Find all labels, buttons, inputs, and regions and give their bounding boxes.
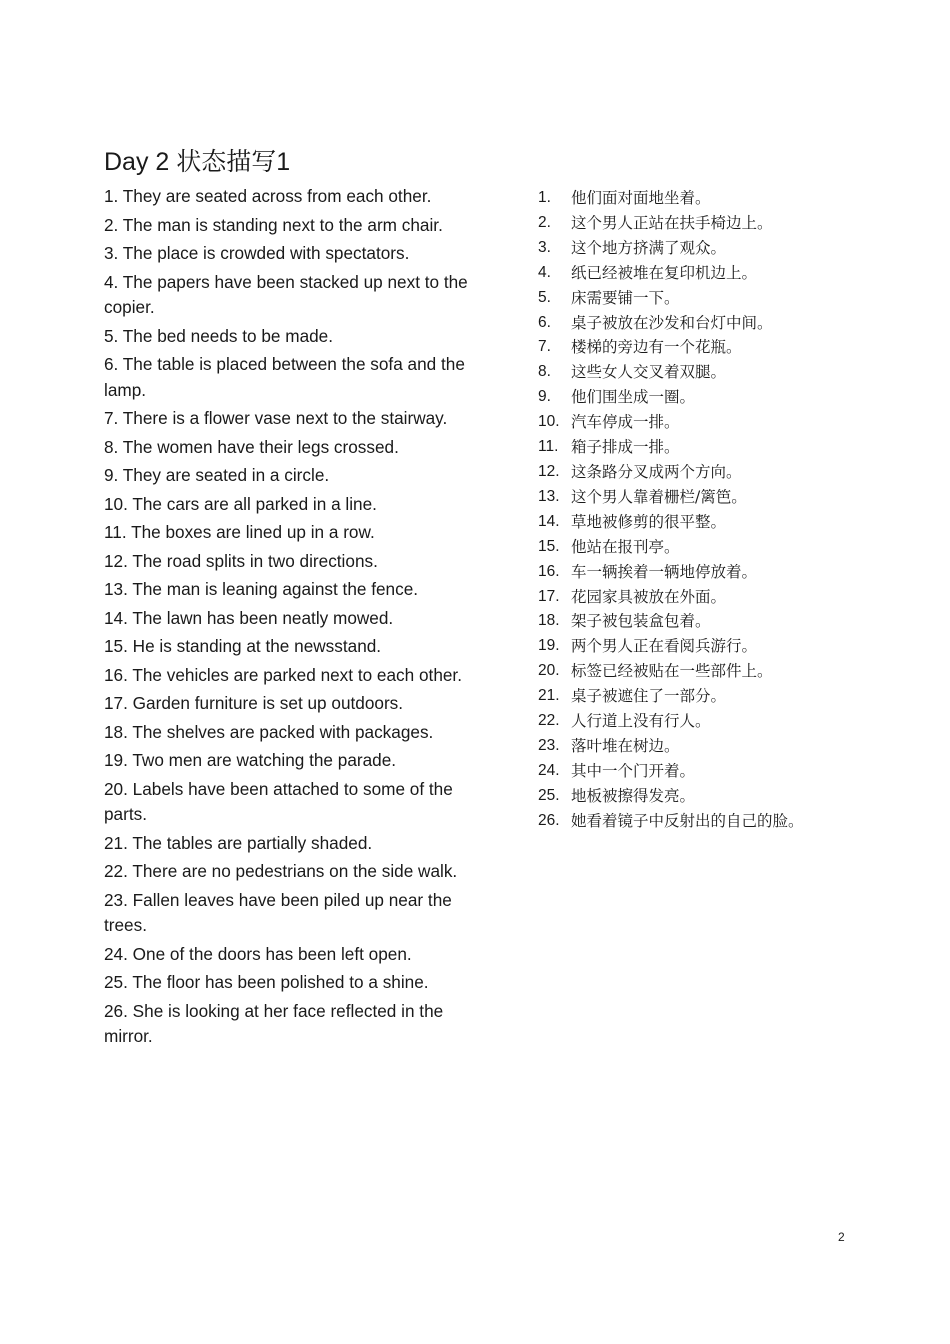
english-sentence: 3. The place is crowded with spectators.: [104, 243, 410, 263]
translation-text: 车一辆挨着一辆地停放着。: [571, 562, 758, 581]
translation-text: 他们面对面地坐着。: [571, 189, 711, 207]
translation-text: 两个男人正在看阅兵游行。: [571, 637, 758, 656]
item-number: 26.: [538, 811, 560, 829]
item-number: 16.: [538, 562, 560, 580]
page-title: Day 2 状态描写1: [104, 148, 291, 176]
english-sentence: 2. The man is standing next to the arm chair.: [104, 214, 443, 235]
item-number: 19.: [538, 637, 560, 655]
english-sentence: 15. He is standing at the newsstand.: [104, 636, 382, 656]
item-number: 25.: [538, 786, 560, 804]
english-sentence: 11. The boxes are lined up in a row.: [104, 522, 375, 542]
chinese-translation: [538, 485, 878, 510]
item-number: 6.: [538, 313, 551, 331]
translation-text: 这个男人正站在扶手椅边上。: [571, 213, 773, 232]
english-sentence: 8. The women have their legs crossed.: [104, 436, 399, 457]
translation-text: 人行道上没有行人。: [571, 712, 711, 731]
english-sentence: 22. There are no pedestrians on the side walk.: [104, 861, 458, 881]
item-number: 4.: [538, 263, 551, 281]
chinese-translation: [538, 360, 878, 385]
item-number: 18.: [538, 612, 560, 630]
item-number: 9.: [538, 388, 551, 406]
english-sentence: 23. Fallen leaves have been piled up near the trees.: [104, 889, 452, 935]
item-number: 15.: [538, 537, 560, 555]
item-number: 12.: [538, 462, 560, 480]
item-number: 2.: [538, 213, 551, 231]
translation-text: 他站在报刊亭。: [571, 537, 680, 556]
english-sentence: 25. The floor has been polished to a shine.: [104, 972, 429, 992]
english-sentence: 19. Two men are watching the parade.: [104, 750, 397, 770]
english-sentence: 4. The papers have been stacked up next to the copier.: [104, 271, 468, 317]
english-sentence: 16. The vehicles are parked next to each other.: [104, 664, 462, 685]
chinese-translation: [538, 286, 878, 311]
page-number: 2: [838, 1230, 845, 1244]
english-sentence: 18. The shelves are packed with packages.: [104, 721, 434, 742]
chinese-translation: [538, 784, 878, 809]
chinese-translation: [538, 335, 878, 360]
item-number: 13.: [538, 487, 560, 505]
translation-text: 床需要铺一下。: [571, 288, 680, 307]
chinese-translation: [538, 659, 878, 684]
chinese-translation: [538, 435, 878, 460]
item-number: 10.: [538, 413, 560, 431]
english-sentence: 10. The cars are all parked in a line.: [104, 493, 377, 514]
item-number: 5.: [538, 288, 551, 306]
chinese-translation: [538, 385, 878, 410]
item-number: 8.: [538, 363, 551, 381]
chinese-translation: [538, 684, 878, 709]
english-sentence: 21. The tables are partially shaded.: [104, 832, 373, 853]
chinese-translation: [538, 759, 878, 784]
translation-text: 汽车停成一排。: [571, 413, 680, 432]
translation-text: 她看着镜子中反射出的自己的脸。: [571, 811, 804, 830]
english-sentence: 7. There is a flower vase next to the stairway.: [104, 408, 448, 428]
chinese-translation-list: [538, 186, 878, 834]
translation-text: 其中一个门开着。: [571, 761, 696, 780]
chinese-translation: [538, 186, 878, 211]
translation-text: 这些女人交叉着双腿。: [571, 363, 727, 382]
chinese-translation: [538, 734, 878, 759]
chinese-translation: [538, 809, 878, 834]
item-number: 1.: [538, 189, 551, 206]
item-number: 22.: [538, 712, 560, 730]
english-sentence: 26. She is looking at her face reflected in the mirror.: [104, 1000, 444, 1046]
chinese-translation: [538, 560, 878, 585]
chinese-translation: [538, 236, 878, 261]
translation-text: 草地被修剪的很平整。: [571, 512, 727, 531]
chinese-translation: [538, 709, 878, 734]
chinese-translation: [538, 634, 878, 659]
item-number: 3.: [538, 238, 551, 256]
translation-text: 他们围坐成一圈。: [571, 388, 696, 407]
item-number: 23.: [538, 736, 560, 754]
translation-text: 这个男人靠着栅栏/篱笆。: [571, 487, 747, 506]
chinese-translation: [538, 609, 878, 634]
item-number: 24.: [538, 761, 560, 779]
chinese-translation: [538, 410, 878, 435]
translation-text: 桌子被放在沙发和台灯中间。: [571, 313, 773, 332]
chinese-translation: [538, 261, 878, 286]
english-sentence: 17. Garden furniture is set up outdoors.: [104, 693, 404, 713]
translation-text: 这个地方挤满了观众。: [571, 238, 727, 257]
item-number: 7.: [538, 338, 551, 356]
chinese-translation: [538, 585, 878, 610]
translation-text: 标签已经被贴在一些部件上。: [571, 662, 773, 681]
item-number: 17.: [538, 587, 560, 605]
translation-text: 地板被擦得发亮。: [571, 786, 696, 805]
translation-text: 楼梯的旁边有一个花瓶。: [571, 338, 742, 357]
english-sentence: 20. Labels have been attached to some of the parts.: [104, 778, 453, 824]
chinese-translation: [538, 510, 878, 535]
translation-text: 纸已经被堆在复印机边上。: [571, 263, 758, 282]
english-sentence: 6. The table is placed between the sofa and the lamp.: [104, 354, 465, 400]
chinese-translation: [538, 535, 878, 560]
item-number: 14.: [538, 512, 560, 530]
english-sentence-list: [104, 184, 496, 1053]
english-sentence: 14. The lawn has been neatly mowed.: [104, 607, 394, 628]
item-number: 20.: [538, 662, 560, 680]
english-sentence: 1. They are seated across from each other.: [104, 186, 432, 206]
translation-text: 花园家具被放在外面。: [571, 587, 727, 606]
english-sentence: 5. The bed needs to be made.: [104, 325, 334, 346]
translation-text: 架子被包装盒包着。: [571, 612, 711, 631]
english-sentence: 12. The road splits in two directions.: [104, 550, 378, 571]
chinese-translation: [538, 460, 878, 485]
item-number: 21.: [538, 687, 560, 705]
translation-text: 桌子被遮住了一部分。: [571, 687, 727, 706]
translation-text: 箱子排成一排。: [571, 438, 680, 457]
chinese-translation: [538, 311, 878, 336]
english-sentence: 9. They are seated in a circle.: [104, 465, 330, 485]
item-number: 11.: [538, 438, 559, 456]
translation-text: 落叶堆在树边。: [571, 736, 680, 755]
english-sentence: 24. One of the doors has been left open.: [104, 943, 412, 964]
chinese-translation: [538, 211, 878, 236]
english-sentence: 13. The man is leaning against the fence.: [104, 579, 419, 599]
translation-text: 这条路分叉成两个方向。: [571, 462, 742, 481]
